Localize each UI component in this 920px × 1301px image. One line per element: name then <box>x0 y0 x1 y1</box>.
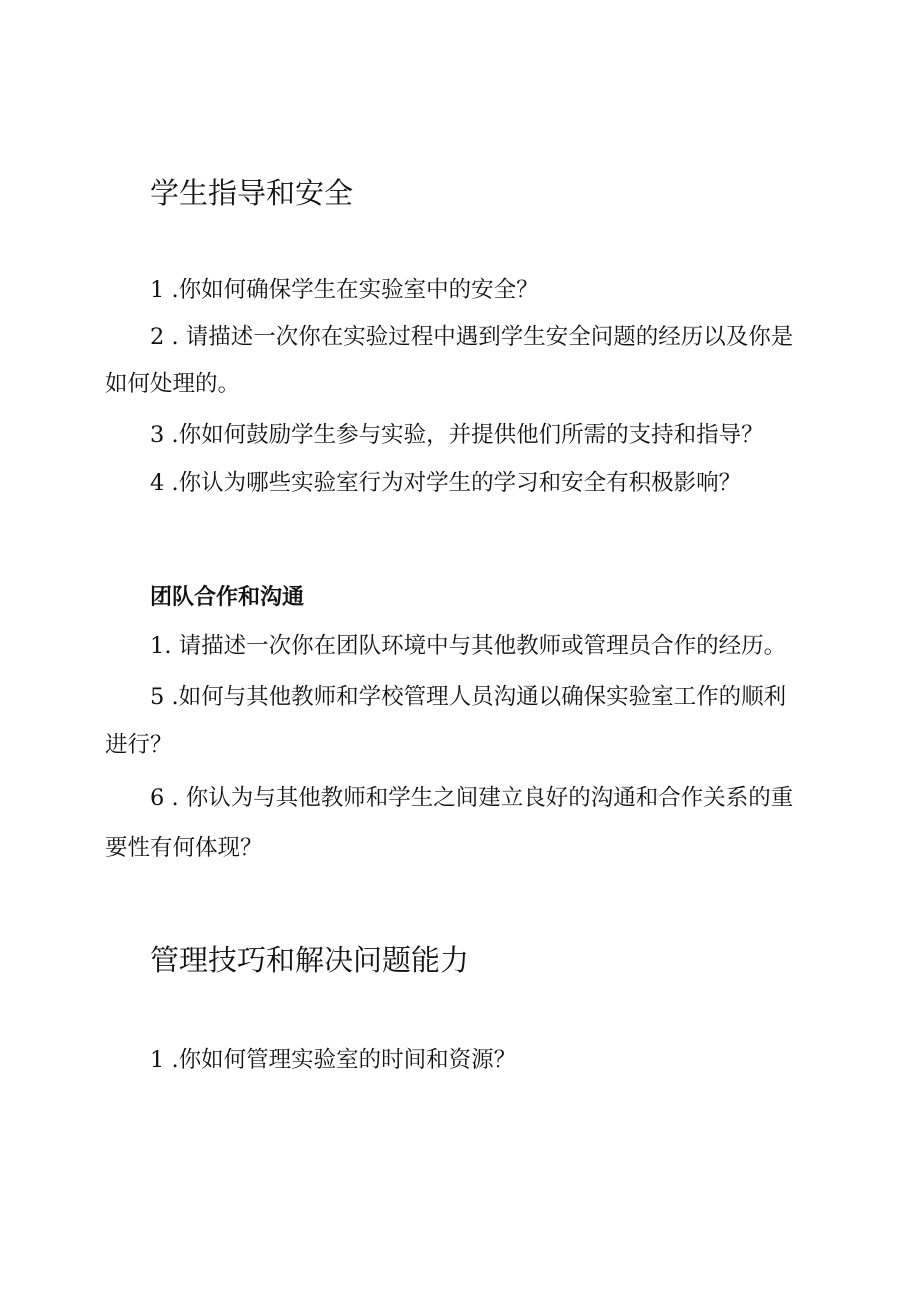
question-item: 1 .你如何确保学生在实验室中的安全？ <box>150 277 539 303</box>
question-item: 5 .如何与其他教师和学校管理人员沟通以确保实验室工作的顺利 <box>150 684 787 710</box>
question-item: 4 .你认为哪些实验室行为对学生的学习和安全有积极影响？ <box>150 470 742 496</box>
question-item: 1. 请描述一次你在团队环境中与其他教师或管理员合作的经历。 <box>150 633 787 659</box>
question-item: 1 .你如何管理实验室的时间和资源？ <box>150 1047 517 1073</box>
question-item: 3 .你如何鼓励学生参与实验，并提供他们所需的支持和指导？ <box>150 422 764 448</box>
section-title-student-guidance: 学生指导和安全 <box>150 176 354 210</box>
question-item: 6 . 你认为与其他教师和学生之间建立良好的沟通和合作关系的重 <box>150 785 794 811</box>
section-title-teamwork: 团队合作和沟通 <box>150 584 305 610</box>
question-item-continuation: 进行？ <box>105 732 173 758</box>
question-item-continuation: 要性有何体现？ <box>105 835 263 861</box>
section-title-management-skills: 管理技巧和解决问题能力 <box>150 943 470 977</box>
question-item: 2 . 请描述一次你在实验过程中遇到学生安全问题的经历以及你是 <box>150 324 794 350</box>
question-item-continuation: 如何处理的。 <box>105 371 241 397</box>
